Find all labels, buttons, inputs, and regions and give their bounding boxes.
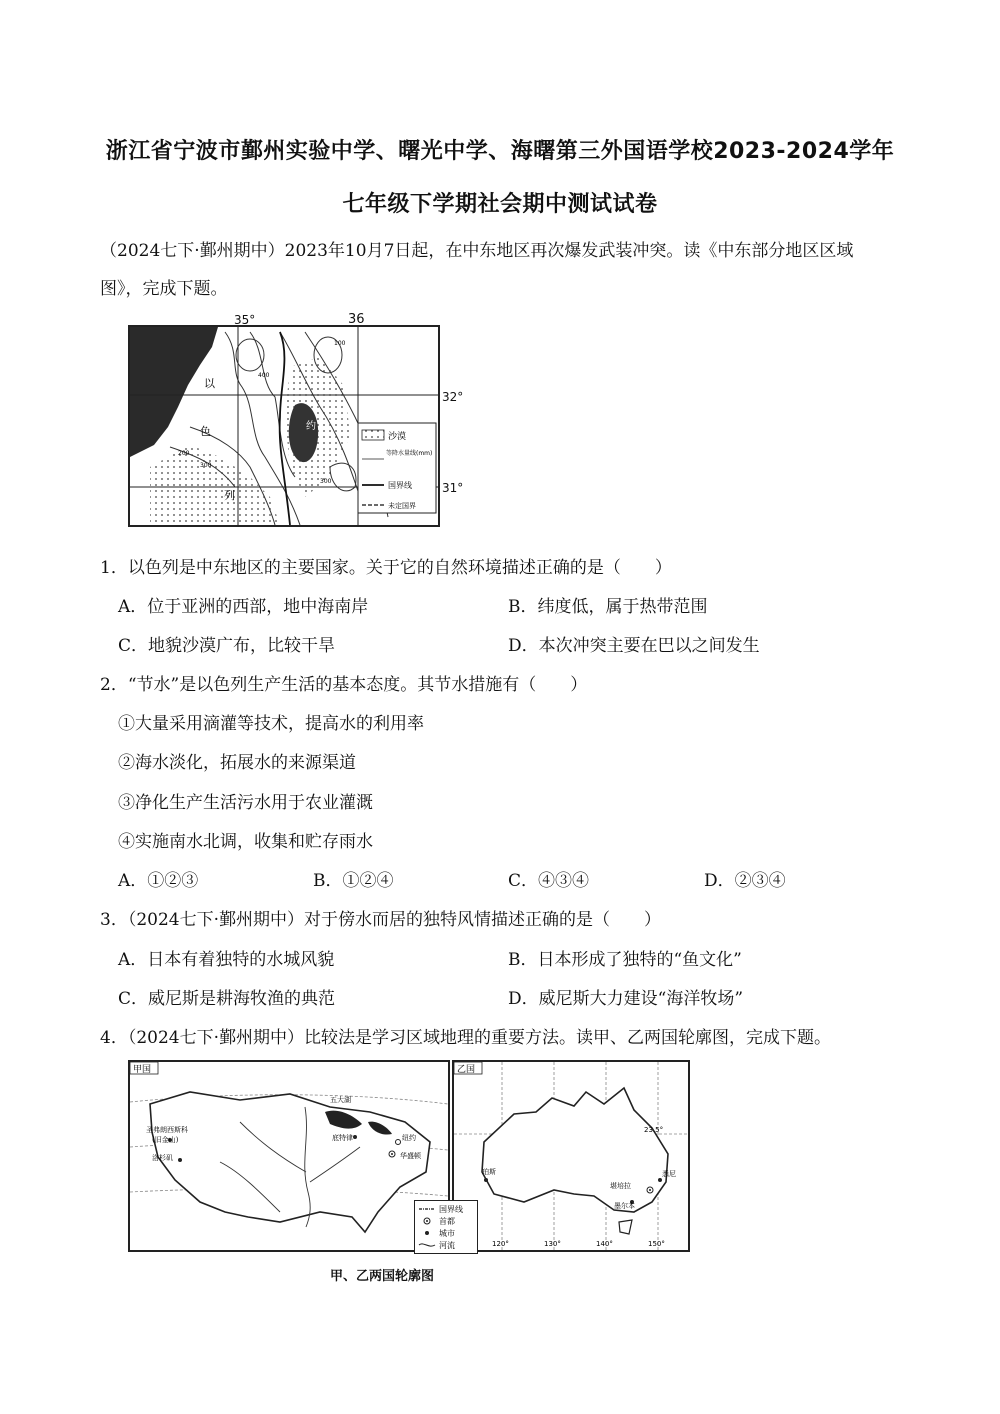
intro-line1: （2024七下·鄞州期中）2023年10月7日起，在中东地区再次爆发武装冲突。读《中东部分地区区域 (100, 241, 854, 261)
q3-option-c[interactable]: C．威尼斯是耕海牧渔的典范 (118, 989, 336, 1009)
q2-option-d[interactable]: D．②③④ (704, 871, 786, 891)
label-120: 120° (492, 1240, 509, 1248)
legend-undetermined: 未定国界 (388, 502, 416, 510)
label-perth: 珀斯 (482, 1168, 496, 1176)
q1-option-a[interactable]: A．位于亚洲的西部，地中海南岸 (118, 597, 369, 617)
contour-label-200: 200 (178, 450, 190, 457)
label-150: 150° (648, 1240, 665, 1248)
label-great-lakes: 五大湖 (330, 1096, 351, 1104)
q4-stem: 4．（2024七下·鄞州期中）比较法是学习区域地理的重要方法。读甲、乙两国轮廓图，完成下题。 (100, 1028, 831, 1048)
label-140: 140° (596, 1240, 613, 1248)
label-canberra: 堪培拉 (610, 1182, 631, 1190)
lat-label-31: 31° (442, 481, 464, 495)
q3-option-b[interactable]: B．日本形成了独特的“鱼文化” (508, 950, 742, 970)
country-b-outline (482, 1088, 668, 1212)
legend-contour: 等降水量线(mm) (386, 450, 433, 457)
panel-a-title: 甲国 (133, 1065, 152, 1075)
label-newyork: 纽约 (402, 1134, 416, 1142)
legend-city: 城市 (439, 1229, 455, 1238)
label-yue: 约 (306, 421, 316, 432)
lat-label-32: 32° (442, 390, 464, 404)
q1-option-b[interactable]: B．纬度低，属于热带范围 (508, 597, 708, 617)
intro-line2: 图》，完成下题。 (100, 279, 228, 299)
label-sf: 圣弗朗西斯科 (146, 1126, 188, 1134)
label-detroit: 底特律 (332, 1134, 353, 1142)
q2-item-3: ③净化生产生活污水用于农业灌溉 (118, 793, 373, 813)
label-sydney: 悉尼 (662, 1170, 676, 1178)
desert-area (150, 445, 280, 525)
q1-option-c[interactable]: C．地貌沙漠广布，比较干旱 (118, 636, 336, 656)
q3-option-a[interactable]: A．日本有着独特的水城风貌 (118, 950, 335, 970)
legend-border-a: 国界线 (439, 1205, 463, 1214)
contour-label-100: 100 (334, 340, 346, 347)
middle-east-map (128, 325, 440, 527)
contour-label-300: 300 (200, 462, 212, 469)
map2-caption: 甲、乙两国轮廓图 (330, 1269, 435, 1284)
label-se: 色 (200, 425, 211, 438)
lon-label-36: 36 (348, 312, 365, 327)
map2-legend (414, 1200, 478, 1254)
country-a-map (128, 1060, 450, 1252)
label-melbourne: 墨尔本 (614, 1202, 635, 1210)
label-sf-2: (旧金山) (152, 1136, 179, 1144)
contour-label-400: 400 (258, 372, 270, 379)
label-tropic: 23.5° (644, 1126, 664, 1134)
map1-legend (358, 423, 436, 513)
label-lie: 列 (224, 489, 235, 502)
q2-item-4: ④实施南水北调，收集和贮存雨水 (118, 832, 373, 852)
label-130: 130° (544, 1240, 561, 1248)
panel-b-title: 乙国 (457, 1065, 476, 1075)
q3-stem: 3．（2024七下·鄞州期中）对于傍水而居的独特风情描述正确的是（ ） (100, 910, 661, 930)
exam-title-line1: 浙江省宁波市鄞州实验中学、曙光中学、海曙第三外国语学校2023-2024学年 (105, 139, 895, 164)
q2-item-1: ①大量采用滴灌等技术，提高水的利用率 (118, 714, 424, 734)
legend-river: 河流 (439, 1241, 455, 1250)
q2-option-a[interactable]: A．①②③ (118, 871, 199, 891)
q2-item-2: ②海水淡化，拓展水的来源渠道 (118, 753, 356, 773)
country-b-map (452, 1060, 690, 1252)
label-la: 洛杉矶 (152, 1154, 173, 1162)
legend-border: 国界线 (388, 481, 412, 490)
label-yi: 以 (204, 377, 215, 390)
legend-capital: 首都 (439, 1217, 455, 1226)
q2-option-b[interactable]: B．①②④ (313, 871, 394, 891)
q1-stem: 1．以色列是中东地区的主要国家。关于它的自然环境描述正确的是（ ） (100, 558, 672, 578)
q1-option-d[interactable]: D．本次冲突主要在巴以之间发生 (508, 636, 760, 656)
legend-desert: 沙漠 (388, 432, 407, 442)
lon-label-35: 35° (234, 313, 256, 327)
q2-option-c[interactable]: C．④③④ (508, 871, 590, 891)
q2-stem: 2．“节水”是以色列生产生活的基本态度。其节水措施有（ ） (100, 675, 588, 695)
label-washington: 华盛顿 (400, 1152, 421, 1160)
contour-label-300b: 300 (320, 478, 332, 485)
tasmania (619, 1220, 632, 1234)
exam-title-line2: 七年级下学期社会期中测试试卷 (342, 192, 658, 217)
q3-option-d[interactable]: D．威尼斯大力建设“海洋牧场” (508, 989, 744, 1009)
